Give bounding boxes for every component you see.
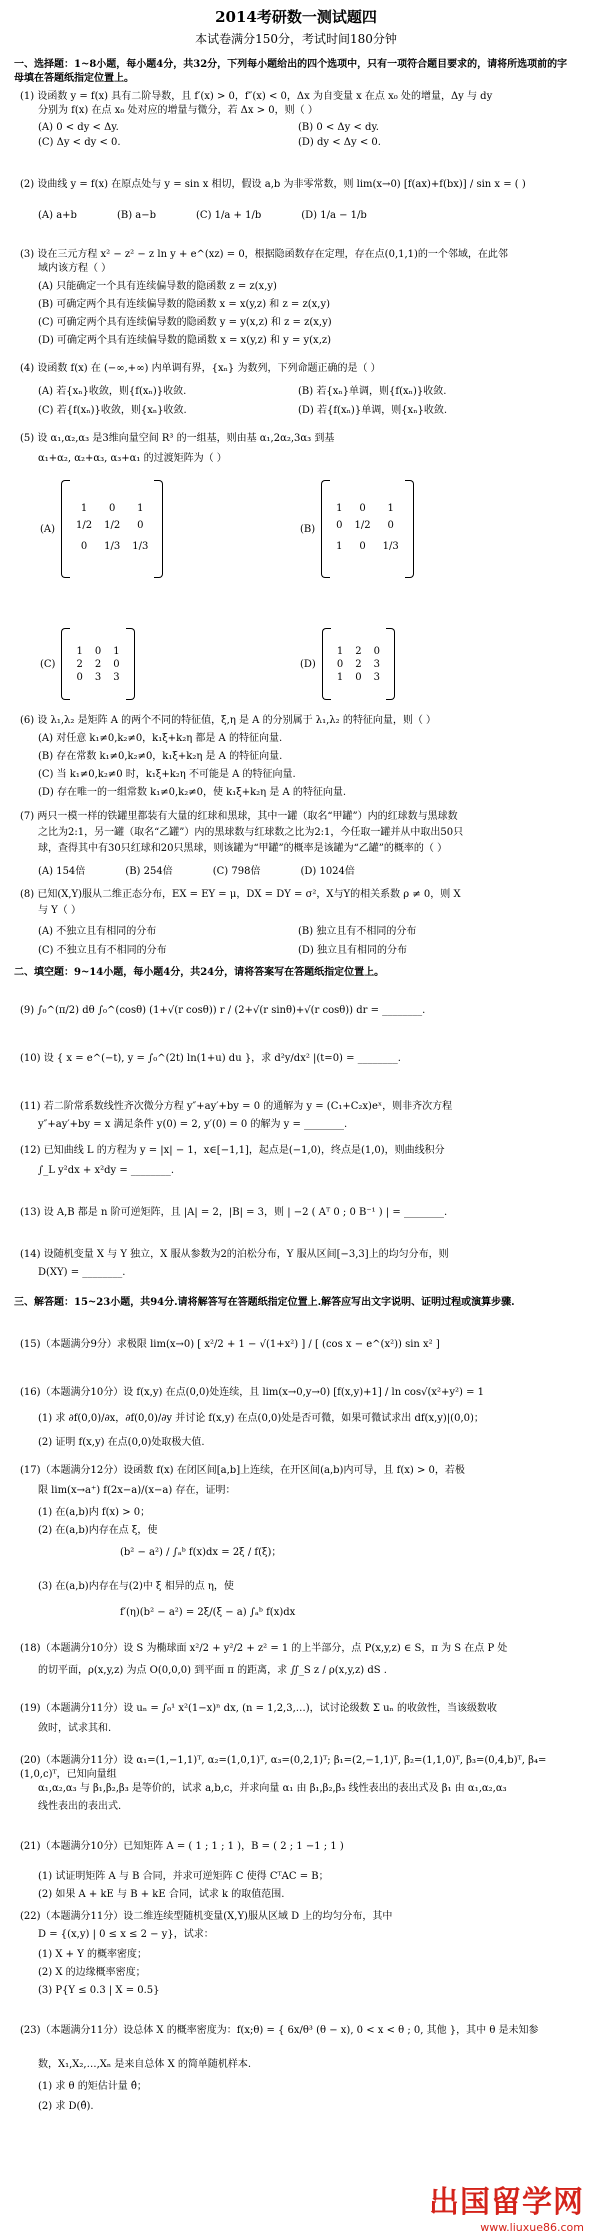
question-21: (21)（本题满分10分）已知矩阵 A = ( 1 ; 1 ; 1 )，B = ( 2 ; 1 −1 ; 1 ) xyxy=(20,1841,344,1852)
matrix-cell: 1 xyxy=(76,645,83,657)
question-6-option-d: (D) 存在唯一的一组常数 k₁≠0,k₂≠0，使 k₁ξ+k₂η 是 A 的特征向量. xyxy=(38,787,347,798)
matrix-cell: 2 xyxy=(94,658,102,670)
question-8-options xyxy=(38,922,568,956)
question-23: (23)（本题满分11分）设总体 X 的概率密度为：f(x;θ) = { 6x/θ³ (θ − x), 0 < x < θ ; 0, 其他 }，其中 θ 是未知参 xyxy=(20,2025,539,2036)
question-13: (13) 设 A,B 都是 n 阶可逆矩阵，且 |A| = 2，|B| = 3，则 | −2 ( Aᵀ 0 ; 0 B⁻¹ ) | = ________. xyxy=(20,1207,448,1218)
matrix-a-body xyxy=(70,502,154,557)
matrix-row xyxy=(70,515,154,536)
section-3-heading: 三、解答题：15~23小题，共94分.请将解答写在答题纸指定位置上.解答应写出文字说明、证明过程或演算步骤. xyxy=(14,1297,515,1308)
matrix-row xyxy=(331,658,386,671)
option-c: (C) 不独立且有不相同的分布 xyxy=(38,945,167,956)
matrix-cell: 0 xyxy=(76,671,83,683)
matrix-cell: 0 xyxy=(359,540,366,552)
matrix-cell: 1 xyxy=(336,502,343,514)
matrix-row xyxy=(70,658,125,671)
option-b: (B) 独立且有不相同的分布 xyxy=(298,926,417,937)
question-18: (18)（本题满分10分）设 S 为椭球面 x²/2 + y²/2 + z² = 1 的上半部分，点 P(x,y,z) ∈ S，π 为 S 在点 P 处 xyxy=(20,1643,508,1654)
question-8-stem: (8) 已知(X,Y)服从二维正态分布，EX = EY = μ，DX = DY = σ²，X与Y的相关系数 ρ ≠ 0，则 X xyxy=(20,889,461,900)
matrix-cell: 3 xyxy=(94,671,102,683)
matrix-row xyxy=(70,536,154,557)
matrix-cell: 2 xyxy=(76,658,83,670)
matrix-cell: 0 xyxy=(387,519,394,531)
option-a: (A) 不独立且有相同的分布 xyxy=(38,926,157,937)
question-22: (22)（本题满分11分）设二维连续型随机变量(X,Y)服从区域 D 上的均匀分布，其中 xyxy=(20,1911,393,1922)
question-23-cont: 数，X₁,X₂,…,Xₙ 是来自总体 X 的简单随机样本. xyxy=(38,2059,252,2070)
question-7-stem-cont: 之比为2:1，另一罐（取名“乙罐”）内的黑球数与红球数之比为2:1，今任取一罐并从中取出50只 xyxy=(38,827,464,838)
matrix-d-body xyxy=(331,645,386,684)
option-c: (C) 1/a + 1/b xyxy=(196,210,262,221)
question-3-stem-cont: 域内该方程（ ） xyxy=(38,263,112,274)
site-logo: 出国留学网 xyxy=(429,2185,584,2220)
matrix-option-b: (B) 1 0 1 0 1/2 0 1 0 1/3 xyxy=(300,480,414,578)
question-20-cont-2: 线性表出的表出式. xyxy=(38,1801,122,1812)
question-7-stem: (7) 两只一模一样的铁罐里都装有大量的红球和黑球，其中一罐（取名“甲罐”）内的红球数与黑球数 xyxy=(20,811,458,822)
question-9: (9) ∫₀^(π/2) dθ ∫₀^(cosθ) (1+√(r cosθ)) r / (2+√(r sinθ)+√(r cosθ)) dr = ________. xyxy=(20,1005,426,1016)
matrix-cell: 1 xyxy=(113,645,120,657)
question-10: (10) 设 { x = e^(−t), y = ∫₀^(2t) ln(1+u) du }，求 d²y/dx² |(t=0) = ________. xyxy=(20,1053,401,1064)
question-16-part-2: (2) 证明 f(x,y) 在点(0,0)处取极大值. xyxy=(38,1437,205,1448)
matrix-row xyxy=(330,515,405,536)
question-15: (15)（本题满分9分）求极限 lim(x→0) [ x²/2 + 1 − √(1+x²) ] / [ (cos x − e^(x²)) sin x² ] xyxy=(20,1339,440,1350)
option-b: (B) 254倍 xyxy=(125,866,173,877)
question-16: (16)（本题满分10分）设 f(x,y) 在点(0,0)处连续，且 lim(x→0,y→0) [f(x,y)+1] / ln cos√(x²+y²) = 1 xyxy=(20,1387,485,1398)
matrix-row xyxy=(331,671,386,684)
matrix-cell: 0 xyxy=(373,645,380,657)
question-4-options xyxy=(38,382,568,416)
matrix-option-a: (A) 1 0 1 1/2 1/2 0 0 1/3 1/3 xyxy=(40,480,163,578)
matrix-cell: 1/2 xyxy=(104,519,121,531)
question-1-stem: (1) 设函数 y = f(x) 具有二阶导数，且 f′(x) > 0，f″(x) < 0，Δx 为自变量 x 在点 x₀ 处的增量，Δy 与 dy xyxy=(20,91,493,102)
matrix-cell: 3 xyxy=(373,658,380,670)
option-d: (D) 1/a − 1/b xyxy=(301,210,367,221)
question-17-formula-1: (b² − a²) / ∫ₐᵇ f(x)dx = 2ξ / f(ξ)； xyxy=(120,1547,282,1558)
question-6-option-b: (B) 存在常数 k₁≠0,k₂≠0，k₁ξ+k₂η 是 A 的特征向量. xyxy=(38,751,283,762)
question-4-stem: (4) 设函数 f(x) 在 (−∞,+∞) 内单调有界，{xₙ} 为数列，下列命题正确的是（ ） xyxy=(20,363,381,374)
question-20: (20)（本题满分11分）设 α₁=(1,−1,1)ᵀ, α₂=(1,0,1)ᵀ, α₃=(0,2,1)ᵀ; β₁=(2,−1,1)ᵀ, β₂=(1,1,0)ᵀ, β₃=(0,4,b)ᵀ, β₄=(1,0,c)ᵀ，已知向量组 xyxy=(20,1755,547,1780)
matrix-cell: 1 xyxy=(336,671,344,683)
section-1-heading: 一、选择题：1~8小题，每小题4分，共32分，下列每小题给出的四个选项中，只有一项符合题目要求的，请将所选项前的字母填在答题纸指定位置上。 xyxy=(14,59,568,84)
matrix-cell: 1 xyxy=(387,502,394,514)
question-17-formula-2: f′(η)(b² − a²) = 2ξ/(ξ − a) ∫ₐᵇ f(x)dx xyxy=(120,1607,296,1618)
question-23-part-1: (1) 求 θ 的矩估计量 θ̂； xyxy=(38,2081,147,2092)
matrix-cell: 1/3 xyxy=(382,540,399,552)
matrix-cell: 1/3 xyxy=(104,540,121,552)
matrix-cell: 0 xyxy=(113,658,120,670)
question-21-part-1: (1) 试证明矩阵 A 与 B 合同，并求可逆矩阵 C 使得 CᵀAC = B； xyxy=(38,1871,329,1882)
option-d: (D) 若{f(xₙ)}单调，则{xₙ}收敛. xyxy=(298,405,448,416)
matrix-cell: 2 xyxy=(355,645,362,657)
question-20-cont: α₁,α₂,α₃ 与 β₁,β₂,β₃ 是等价的，试求 a,b,c，并求向量 α₁ 由 β₁,β₂,β₃ 线性表出的表出式及 β₁ 由 α₁,α₂,α₃ xyxy=(38,1783,507,1794)
matrix-b-body xyxy=(330,502,405,557)
question-23-part-2: (2) 求 D(θ̂). xyxy=(38,2101,94,2112)
question-2-options xyxy=(38,210,568,221)
question-3-option-c: (C) 可确定两个具有连续偏导数的隐函数 y = y(x,z) 和 z = z(x,y) xyxy=(38,317,332,328)
matrix-cell: 3 xyxy=(373,671,380,683)
option-a: (A) 若{xₙ}收敛，则{f(xₙ)}收敛. xyxy=(38,386,187,397)
option-b: (B) 0 < Δy < dy. xyxy=(298,122,379,133)
question-14-cont: D(XY) = ________. xyxy=(38,1267,126,1278)
option-d: (D) 1024倍 xyxy=(300,866,355,877)
matrix-row xyxy=(70,645,125,658)
question-12-cont: ∫_L y²dx + x²dy = ________. xyxy=(38,1165,175,1176)
matrix-option-d: (D) 1 2 0 0 2 3 1 0 3 xyxy=(300,628,395,700)
matrix-row xyxy=(330,502,405,515)
matrix-option-c: (C) 1 0 1 2 2 0 0 3 3 xyxy=(40,628,135,700)
matrix-cell: 1 xyxy=(336,540,343,552)
question-5-stem-cont: α₁+α₂, α₂+α₃, α₃+α₁ 的过渡矩阵为（ ） xyxy=(38,453,227,464)
question-18-cont: 的切平面，ρ(x,y,z) 为点 O(0,0,0) 到平面 π 的距离，求 ∬_S z / ρ(x,y,z) dS . xyxy=(38,1665,387,1676)
matrix-cell: 0 xyxy=(336,658,344,670)
question-7-stem-cont-2: 球，查得其中有30只红球和20只黑球，则该罐为“甲罐”的概率是该罐为“乙罐”的概率的（ ） xyxy=(38,843,448,854)
question-14: (14) 设随机变量 X 与 Y 独立，X 服从参数为2的泊松分布，Y 服从区间[−3,3]上的均匀分布，则 xyxy=(20,1249,449,1260)
question-17-part-1: (1) 在(a,b)内 f(x) > 0； xyxy=(38,1507,151,1518)
page-subtitle: 本试卷满分150分，考试时间180分钟 xyxy=(195,32,397,46)
matrix-cell: 1 xyxy=(336,645,344,657)
site-url: www.liuxue86.com xyxy=(480,2221,584,2234)
option-a: (A) 154倍 xyxy=(38,866,86,877)
question-5-stem: (5) 设 α₁,α₂,α₃ 是3维向量空间 R³ 的一组基，则由基 α₁,2α₂,3α₃ 到基 xyxy=(20,433,335,444)
page-title: 2014考研数一测试题四 xyxy=(215,8,377,26)
question-22-part-1: (1) X + Y 的概率密度； xyxy=(38,1949,147,1960)
option-c: (C) 若{f(xₙ)}收敛，则{xₙ}收敛. xyxy=(38,405,187,416)
question-7-options xyxy=(38,862,568,877)
matrix-c-body xyxy=(70,645,125,684)
matrix-cell: 1 xyxy=(80,502,88,514)
matrix-cell: 0 xyxy=(355,671,362,683)
question-22-cont: D = {(x,y) | 0 ≤ x ≤ 2 − y}，试求： xyxy=(38,1929,214,1940)
matrix-cell: 0 xyxy=(94,645,102,657)
question-3-stem: (3) 设在三元方程 x² − z² − z ln y + e^(xz) = 0，根据隐函数存在定理，存在点(0,1,1)的一个邻域，在此邻 xyxy=(20,249,508,260)
option-b: (B) a−b xyxy=(116,210,157,221)
matrix-cell: 1/2 xyxy=(76,519,93,531)
option-d: (D) 独立且有相同的分布 xyxy=(298,945,407,956)
matrix-cell: 1/2 xyxy=(354,519,371,531)
question-11: (11) 若二阶常系数线性齐次微分方程 y″+ay′+by = 0 的通解为 y = (C₁+C₂x)eˣ，则非齐次方程 xyxy=(20,1101,453,1112)
matrix-cell: 0 xyxy=(359,502,366,514)
matrix-cell: 3 xyxy=(113,671,120,683)
site-watermark[interactable] xyxy=(429,2177,584,2234)
question-1-stem-cont: 分别为 f(x) 在点 x₀ 处对应的增量与微分，若 Δx > 0，则（ ） xyxy=(38,105,318,116)
question-17-part-2: (2) 在(a,b)内存在点 ξ，使 xyxy=(38,1525,158,1536)
section-2-heading: 二、填空题：9~14小题，每小题4分，共24分，请将答案写在答题纸指定位置上。 xyxy=(14,967,385,978)
matrix-cell: 1/3 xyxy=(132,540,149,552)
matrix-cell: 0 xyxy=(137,519,144,531)
question-3-option-d: (D) 可确定两个具有连续偏导数的隐函数 x = x(y,z) 和 y = y(x,z) xyxy=(38,335,332,346)
matrix-row xyxy=(330,536,405,557)
question-17: (17)（本题满分12分）设函数 f(x) 在闭区间[a,b]上连续，在开区间(a,b)内可导，且 f(x) > 0，若极 xyxy=(20,1465,465,1476)
matrix-cell: 0 xyxy=(336,519,343,531)
question-22-part-3: (3) P{Y ≤ 0.3 | X = 0.5} xyxy=(38,1985,160,1996)
question-17-cont: 限 lim(x→a⁺) f(2x−a)/(x−a) 存在，证明： xyxy=(38,1485,236,1496)
question-19: (19)（本题满分11分）设 uₙ = ∫₀¹ x²(1−x)ⁿ dx, (n = 1,2,3,…)，试讨论级数 Σ uₙ 的收敛性，当该级数收 xyxy=(20,1703,498,1714)
matrix-cell: 1 xyxy=(137,502,144,514)
question-2-stem: (2) 设曲线 y = f(x) 在原点处与 y = sin x 相切，假设 a,b 为非零常数，则 lim(x→0) [f(ax)+f(bx)] / sin x = ( ) xyxy=(20,179,526,190)
matrix-cell: 0 xyxy=(80,540,88,552)
question-6-option-c: (C) 当 k₁≠0,k₂≠0 时，k₁ξ+k₂η 不可能是 A 的特征向量. xyxy=(38,769,296,780)
option-c: (C) Δy < dy < 0. xyxy=(38,137,121,148)
question-16-part-1: (1) 求 ∂f(0,0)/∂x，∂f(0,0)/∂y 并讨论 f(x,y) 在点(0,0)处是否可微，如果可微试求出 df(x,y)|(0,0)； xyxy=(38,1413,484,1424)
option-a: (A) a+b xyxy=(38,210,77,221)
option-a: (A) 0 < dy < Δy. xyxy=(38,122,119,133)
question-17-part-3: (3) 在(a,b)内存在与(2)中 ξ 相异的点 η，使 xyxy=(38,1581,234,1592)
matrix-cell: 0 xyxy=(108,502,116,514)
question-8-stem-cont: 与 Y（ ） xyxy=(38,905,81,916)
option-c: (C) 798倍 xyxy=(212,866,261,877)
matrix-row xyxy=(70,671,125,684)
question-11-cont: y″+ay′+by = x 满足条件 y(0) = 2, y′(0) = 0 的解为 y = ________. xyxy=(38,1119,348,1130)
question-19-cont: 敛时，试求其和. xyxy=(38,1723,112,1734)
question-6-option-a: (A) 对任意 k₁≠0,k₂≠0，k₁ξ+k₂η 都是 A 的特征向量. xyxy=(38,733,283,744)
question-3-option-a: (A) 只能确定一个具有连续偏导数的隐函数 z = z(x,y) xyxy=(38,281,277,292)
option-d: (D) dy < Δy < 0. xyxy=(298,137,381,148)
matrix-row xyxy=(70,502,154,515)
matrix-row xyxy=(331,645,386,658)
question-12: (12) 已知曲线 L 的方程为 y = |x| − 1，x∈[−1,1]，起点是(−1,0)，终点是(1,0)，则曲线积分 xyxy=(20,1145,445,1156)
option-b: (B) 若{xₙ}单调，则{f(xₙ)}收敛. xyxy=(298,386,447,397)
question-1-options xyxy=(38,122,568,148)
question-21-part-2: (2) 如果 A + kE 与 B + kE 合同，试求 k 的取值范围. xyxy=(38,1889,285,1900)
question-6-stem: (6) 设 λ₁,λ₂ 是矩阵 A 的两个不同的特征值，ξ,η 是 A 的分别属于 λ₁,λ₂ 的特征向量，则（ ） xyxy=(20,715,436,726)
question-3-option-b: (B) 可确定两个具有连续偏导数的隐函数 x = x(y,z) 和 z = z(x,y) xyxy=(38,299,330,310)
matrix-cell: 2 xyxy=(355,658,362,670)
question-22-part-2: (2) X 的边缘概率密度； xyxy=(38,1967,146,1978)
